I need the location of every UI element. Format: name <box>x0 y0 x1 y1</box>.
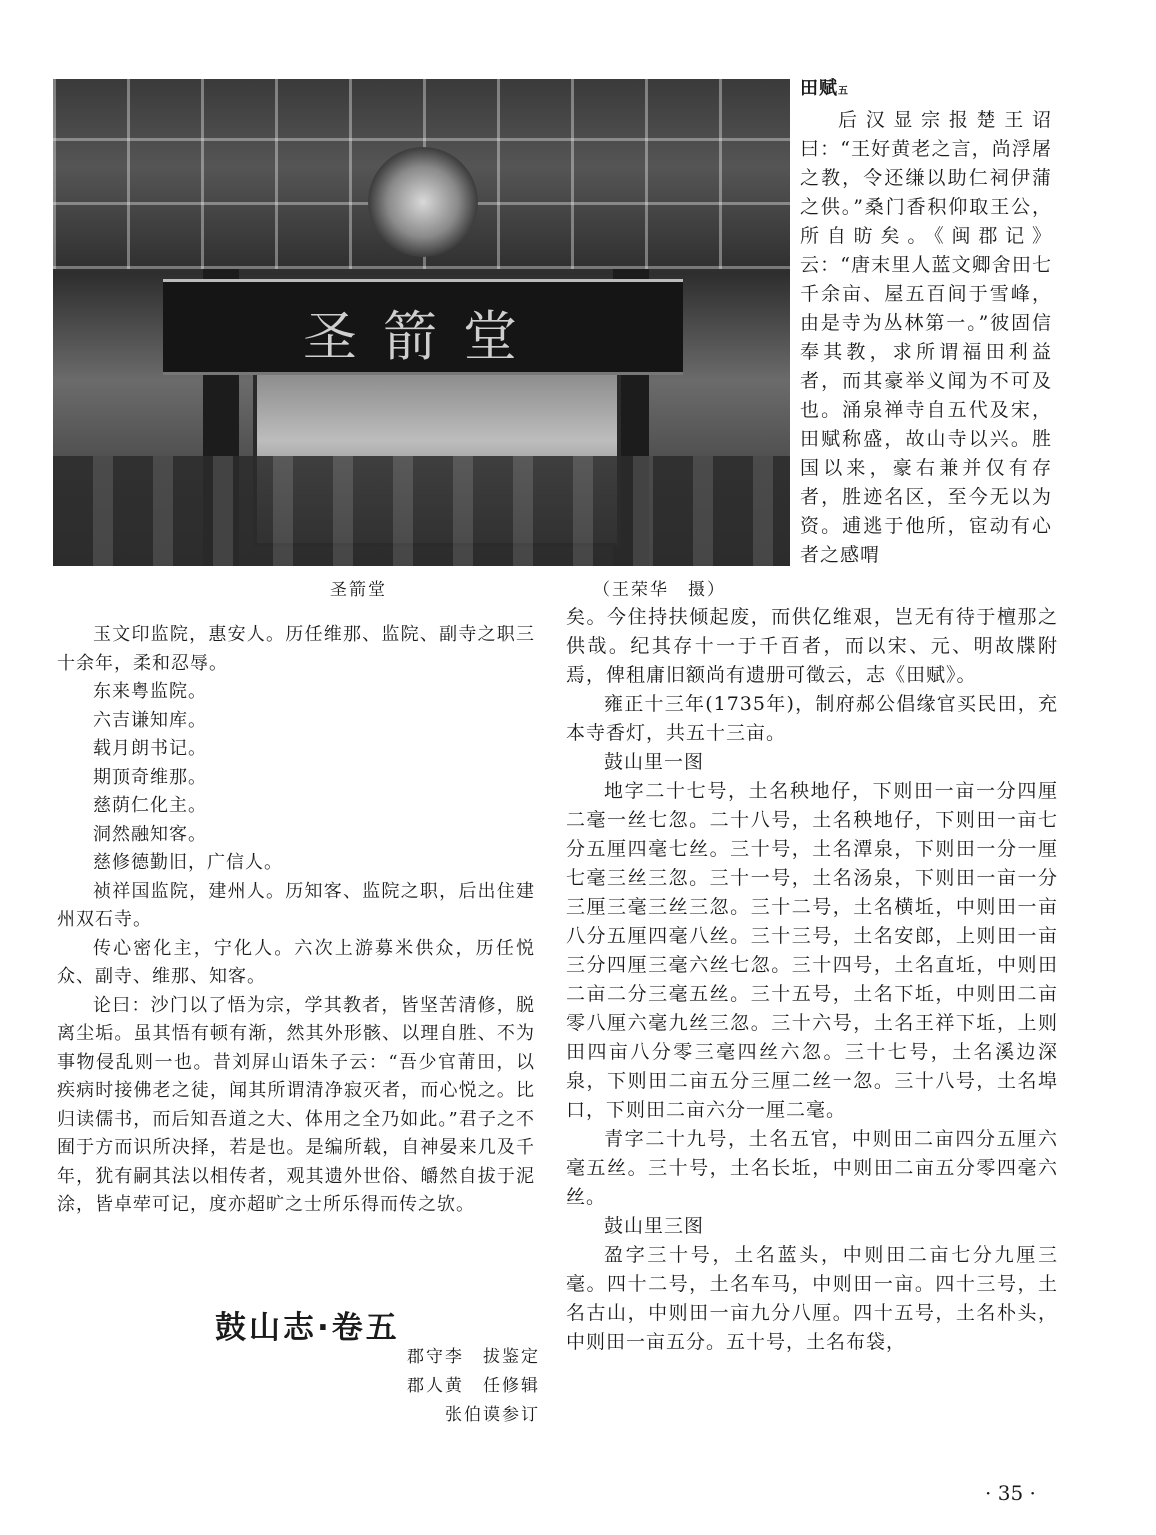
section-heading-sub: 五 <box>838 86 849 97</box>
credit-line: 郡人黄 任修辑 <box>407 1376 540 1396</box>
paragraph: 洞然融知客。 <box>93 823 207 845</box>
subheading: 鼓山里三图 <box>604 1215 705 1237</box>
paragraph: 地字二十七号，土名秧地仔，下则田一亩一分四厘二毫一丝七忽。二十八号，土名秧地仔，下则田一亩七分五厘四毫七丝。三十号，土名潭泉，下则田一分一厘七毫三丝三忽。三十一号，土名汤泉，下则田一亩一分三厘三毫三丝三忽。三十二号，土名横坵，中则田一亩八分五厘四毫八丝。三十三号，土名安郎，上则田一亩三分四厘三毫六丝七忽。三十四号，土名直坵，中则田二亩二分三毫五丝。三十五号，土名下坵，中则田二亩零八厘六毫九丝三忽。三十六号，土名王祥下坵，上则田四亩八分零三毫四丝六忽。三十七号，土名溪边深泉，下则田二亩五分三厘二丝一忽。三十八号，土名埠口，下则田二亩六分一厘二毫。 <box>566 780 1058 1121</box>
right-top-column <box>800 74 1052 570</box>
paragraph: 后汉显宗报楚王诏曰：“王好黄老之言，尚浮屠之教，令还缣以助仁祠伊蒲之供。”桑门香积仰取王公，所自昉矣。《闽郡记》云：“唐末里人蓝文卿舍田七千余亩、屋五百间于雪峰，由是寺为丛林第一。”彼固信奉其教，求所谓福田利益者，而其豪举义闻为不可及也。涌泉禅寺自五代及宋，田赋称盛，故山寺以兴。胜国以来，豪右兼并仅有存者，胜迹名区，至今无以为资。逋逃于他所，宦动有心者之感喟 <box>800 109 1052 566</box>
paragraph: 盈字三十号，土名蓝头，中则田二亩七分九厘三毫。四十二号，土名车马，中则田一亩。四十三号，土名古山，中则田一亩九分八厘。四十五号，土名朴头，中则田一亩五分。五十号，土名布袋， <box>566 1244 1058 1353</box>
paragraph: 东来粤监院。 <box>93 681 207 702</box>
paragraph: 慈荫仁化主。 <box>93 795 207 816</box>
paragraph: 矣。今住持扶倾起废，而供亿维艰，岂无有待于檀那之供哉。纪其存十一于千百者，而以宋、元、明故牒附焉，俾租庸旧额尚有遗册可徵云，志《田赋》。 <box>566 606 1058 686</box>
paragraph: 期顶奇维那。 <box>93 766 207 788</box>
photo-caption: 圣箭堂 <box>330 580 387 600</box>
plaque-text: 圣箭堂 <box>303 305 543 368</box>
subheading: 鼓山里一图 <box>604 751 705 773</box>
paragraph: 六吉谦知库。 <box>93 709 207 731</box>
credit-line: 郡守李 拔鉴定 <box>407 1347 540 1367</box>
paragraph: 传心密化主，宁化人。六次上游募米供众，历任悦众、副寺、维那、知客。 <box>57 937 535 987</box>
paragraph: 论曰：沙门以了悟为宗，学其教者，皆坚苦清修，脱离尘垢。虽其悟有顿有渐，然其外形骸、以理自胜、不为事物侵乱则一也。昔刘屏山语朱子云：“吾少官莆田，以疾病时接佛老之徒，闻其所谓清净寂灭者，而心悦之。比归读儒书，而后知吾道之大、体用之全乃如此。”君子之不囿于方而识所决择，若是也。是编所载，自神晏来几及千年，犹有嗣其法以相传者，观其遗外世俗、皭然自拔于泥涂，皆卓荦可记，度亦超旷之士所乐得而传之欤。 <box>57 994 535 1215</box>
paragraph: 祯祥国监院，建州人。历知客、监院之职，后出住建州双石寺。 <box>57 880 535 930</box>
right-main-column <box>566 603 1058 1357</box>
ceiling-lamp <box>368 147 478 257</box>
section-heading <box>800 74 1052 106</box>
paragraph: 载月朗书记。 <box>93 738 207 759</box>
volume-title: 鼓山志·卷五 <box>215 1310 400 1346</box>
left-main-column <box>57 621 535 1220</box>
photo-credit: （王荣华 摄） <box>593 580 726 600</box>
temple-hall-photo <box>53 79 790 566</box>
paragraph: 青字二十九号，土名五官，中则田二亩四分五厘六毫五丝。三十号，土名长坵，中则田二亩五分零四毫六丝。 <box>566 1128 1058 1208</box>
hall-floor <box>53 456 790 566</box>
paragraph: 慈修德勤旧，广信人。 <box>93 852 283 873</box>
section-heading-text: 田赋 <box>800 78 838 99</box>
credit-line: 张伯谟参订 <box>445 1405 540 1425</box>
page-number: · 35 · <box>985 1481 1036 1505</box>
paragraph: 玉文印监院，惠安人。历任维那、监院、副寺之职三十余年，柔和忍辱。 <box>57 624 535 674</box>
volume-credits <box>380 1343 540 1430</box>
paragraph: 雍正十三年(1735年)，制府郝公倡缘官买民田，充本寺香灯，共五十三亩。 <box>566 693 1058 744</box>
